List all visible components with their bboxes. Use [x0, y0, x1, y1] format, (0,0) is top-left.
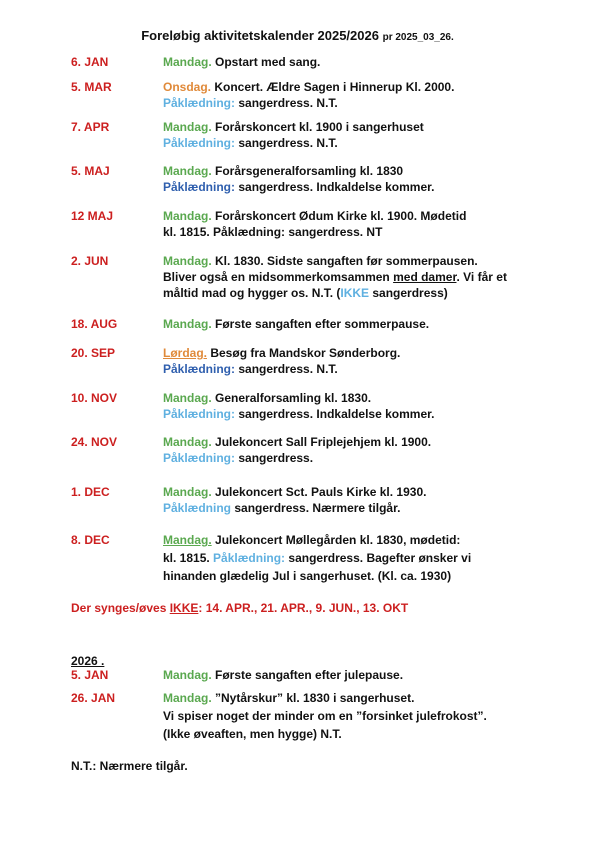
year-heading: 2026 . — [71, 654, 105, 668]
event-description: Julekoncert Sct. Pauls Kirke kl. 1930. — [215, 485, 427, 499]
event-text — [163, 253, 573, 301]
event-text — [163, 208, 573, 240]
event-description: Forårsgeneralforsamling kl. 1830 — [215, 164, 404, 178]
event-date: 5. MAR — [71, 80, 112, 94]
dress-label: Påklædning — [163, 501, 232, 515]
event-description-2a: Bliver også en midsommerkomsammen — [163, 270, 394, 284]
event-description-2: kl. 1815. Påklædning: sangerdress. NT — [163, 225, 383, 239]
event-description-2: Vi spiser noget der minder om en ”forsinket julefrokost”. — [163, 709, 487, 723]
event-text — [163, 316, 573, 332]
event-date: 2. JUN — [71, 254, 109, 268]
event-description: Generalforsamling kl. 1830. — [215, 391, 372, 405]
event-text — [163, 434, 573, 466]
event-description-3: (Ikke øveaften, men hygge) N.T. — [163, 727, 342, 741]
weekday: Mandag. — [163, 485, 212, 499]
dress-label: Påklædning: — [213, 551, 286, 565]
event-date: 20. SEP — [71, 346, 116, 360]
event-date: 7. APR — [71, 120, 110, 134]
event-description: Julekoncert Møllegården kl. 1830, mødetid: — [215, 533, 461, 547]
dress-text: sangerdress. Indkaldelse kommer. — [238, 407, 435, 421]
event-date: 18. AUG — [71, 317, 118, 331]
event-text — [163, 689, 573, 743]
dress-text: sangerdress. Bagefter ønsker vi — [288, 551, 472, 565]
weekday: Mandag. — [163, 254, 212, 268]
weekday: Mandag. — [163, 691, 212, 705]
event-text — [163, 79, 573, 111]
dress-text: sangerdress. Nærmere tilgår. — [234, 501, 401, 515]
dress-label: Påklædning: — [163, 407, 236, 421]
dress-text: sangerdress. Indkaldelse kommer. — [238, 180, 435, 194]
event-description: ”Nytårskur” kl. 1830 i sangerhuset. — [215, 691, 415, 705]
weekday: Onsdag. — [163, 80, 212, 94]
dress-label: Påklædning: — [163, 362, 236, 376]
weekday: Mandag. — [163, 55, 212, 69]
event-description: Opstart med sang. — [215, 55, 321, 69]
underlined-text: med damer — [393, 270, 457, 284]
event-text — [163, 345, 573, 377]
page-title — [0, 28, 595, 43]
weekday: Mandag. — [163, 164, 212, 178]
dress-label: Påklædning: — [163, 451, 236, 465]
event-description-2a: kl. 1815. — [163, 551, 214, 565]
weekday: Mandag. — [163, 533, 212, 547]
dress-label: Påklædning: — [163, 180, 236, 194]
weekday: Mandag. — [163, 668, 212, 682]
dress-text: sangerdress. N.T. — [238, 136, 338, 150]
event-date: 8. DEC — [71, 533, 110, 547]
title-text: Foreløbig aktivitetskalender 2025/2026 — [141, 28, 379, 43]
event-date: 26. JAN — [71, 691, 116, 705]
event-description: Forårskoncert kl. 1900 i sangerhuset — [215, 120, 424, 134]
event-date: 24. NOV — [71, 435, 118, 449]
event-text — [163, 390, 573, 422]
weekday: Lørdag. — [163, 346, 207, 360]
dress-text: sangerdress. N.T. — [238, 96, 338, 110]
event-description-3b: sangerdress) — [369, 286, 448, 300]
weekday: Mandag. — [163, 391, 212, 405]
no-singing-ikke: IKKE — [169, 601, 199, 615]
weekday: Mandag. — [163, 209, 212, 223]
dress-text: sangerdress. N.T. — [238, 362, 338, 376]
no-singing-dates: : 14. APR., 21. APR., 9. JUN., 13. OKT — [198, 601, 409, 615]
dress-label: Påklædning: — [163, 136, 236, 150]
footnote: N.T.: Nærmere tilgår. — [71, 759, 188, 773]
event-date: 10. NOV — [71, 391, 118, 405]
event-description: Første sangaften efter julepause. — [215, 668, 404, 682]
weekday: Mandag. — [163, 317, 212, 331]
event-text — [163, 484, 573, 516]
event-description-3a: måltid mad og hygger os. N.T. ( — [163, 286, 341, 300]
event-description: Forårskoncert Ødum Kirke kl. 1900. Mødetid — [215, 209, 467, 223]
event-description-3: hinanden glædelig Jul i sangerhuset. (Kl. ca. 1930) — [163, 569, 452, 583]
event-text — [163, 531, 573, 585]
event-date: 12 MAJ — [71, 209, 114, 223]
event-description: Første sangaften efter sommerpause. — [215, 317, 430, 331]
event-date: 5. MAJ — [71, 164, 110, 178]
no-singing-notice — [71, 601, 408, 615]
no-singing-prefix: Der synges/øves — [71, 601, 170, 615]
ikke-label: IKKE — [340, 286, 370, 300]
event-text — [163, 54, 573, 70]
event-date: 6. JAN — [71, 55, 109, 69]
dress-text: sangerdress. — [238, 451, 314, 465]
event-description: Julekoncert Sall Friplejehjem kl. 1900. — [215, 435, 432, 449]
weekday: Mandag. — [163, 120, 212, 134]
event-date: 1. DEC — [71, 485, 110, 499]
event-description: Besøg fra Mandskor Sønderborg. — [210, 346, 401, 360]
event-date: 5. JAN — [71, 668, 109, 682]
event-description: Koncert. Ældre Sagen i Hinnerup Kl. 2000. — [214, 80, 455, 94]
event-description-2b: . Vi får et — [456, 270, 507, 284]
weekday: Mandag. — [163, 435, 212, 449]
event-text — [163, 119, 573, 151]
event-text — [163, 667, 573, 683]
event-description: Kl. 1830. Sidste sangaften før sommerpausen. — [215, 254, 478, 268]
title-version: pr 2025_03_26. — [382, 32, 454, 43]
event-text — [163, 163, 573, 195]
dress-label: Påklædning: — [163, 96, 236, 110]
